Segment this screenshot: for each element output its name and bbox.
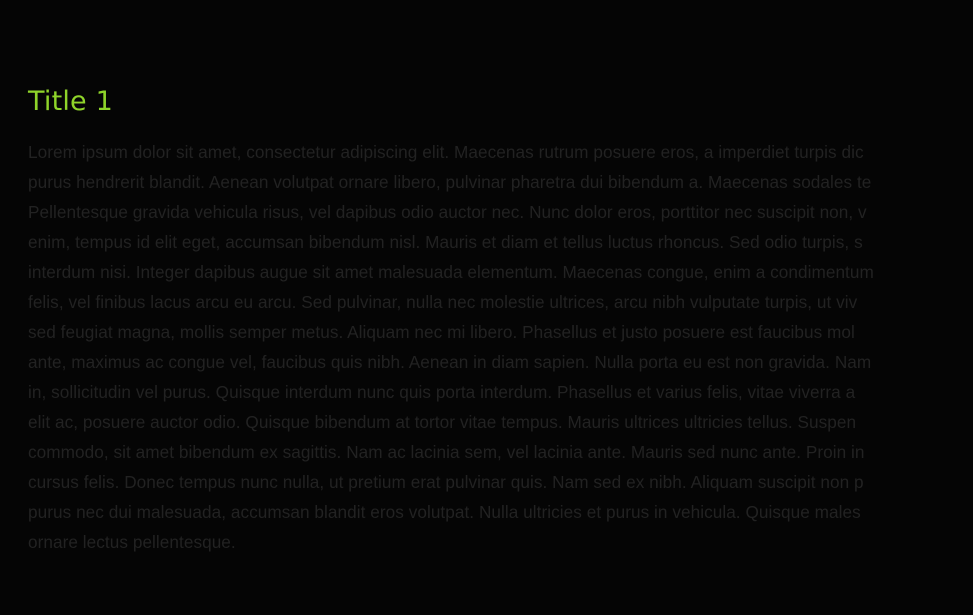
body-line: in, sollicitudin vel purus. Quisque interdum nunc quis porta interdum. Phasellus et varius felis, vitae viverra a — [28, 382, 856, 402]
body-line: ante, maximus ac congue vel, faucibus quis nibh. Aenean in diam sapien. Nulla porta eu est non gravida. Nam — [28, 352, 872, 372]
article-body — [28, 137, 973, 557]
body-line: felis, vel finibus lacus arcu eu arcu. Sed pulvinar, nulla nec molestie ultrices, arcu nibh vulputate turpis, ut viv — [28, 292, 858, 312]
page-title: Title 1 — [28, 86, 114, 117]
body-line: purus nec dui malesuada, accumsan blandit eros volutpat. Nulla ultricies et purus in vehicula. Quisque males — [28, 502, 861, 522]
body-line: commodo, sit amet bibendum ex sagittis. Nam ac lacinia sem, vel lacinia ante. Mauris sed nunc ante. Proin in — [28, 442, 865, 462]
body-line: purus hendrerit blandit. Aenean volutpat ornare libero, pulvinar pharetra dui bibendum a. Maecenas sodales te — [28, 172, 872, 192]
body-line: Lorem ipsum dolor sit amet, consectetur adipiscing elit. Maecenas rutrum posuere eros, a imperdiet turpis dic — [28, 142, 864, 162]
article — [28, 84, 973, 557]
body-line: elit ac, posuere auctor odio. Quisque bibendum at tortor vitae tempus. Mauris ultrices ultricies tellus. Suspen — [28, 412, 857, 432]
body-line: interdum nisi. Integer dapibus augue sit amet malesuada elementum. Maecenas congue, enim a condimentum — [28, 262, 874, 282]
body-line: Pellentesque gravida vehicula risus, vel dapibus odio auctor nec. Nunc dolor eros, porttitor nec suscipit non, v — [28, 202, 867, 222]
body-line: ornare lectus pellentesque. — [28, 532, 236, 552]
body-line: sed feugiat magna, mollis semper metus. Aliquam nec mi libero. Phasellus et justo posuere est faucibus mol — [28, 322, 855, 342]
body-line: cursus felis. Donec tempus nunc nulla, ut pretium erat pulvinar quis. Nam sed ex nibh. Aliquam suscipit non p — [28, 472, 864, 492]
body-line: enim, tempus id elit eget, accumsan bibendum nisl. Mauris et diam et tellus luctus rhoncus. Sed odio turpis, s — [28, 232, 863, 252]
